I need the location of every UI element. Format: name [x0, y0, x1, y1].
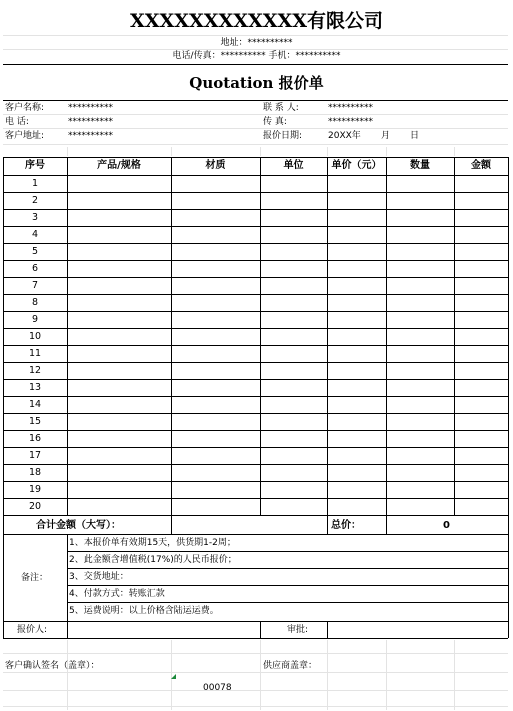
header-material: 材质	[205, 160, 226, 171]
row-number: 1	[31, 178, 39, 189]
table-row-border	[3, 362, 508, 363]
header-quantity: 数量	[410, 160, 430, 171]
total-price-label: 总价：	[331, 520, 361, 531]
table-row-border	[3, 328, 508, 329]
row-number: 10	[28, 331, 42, 342]
row-number: 9	[31, 314, 39, 325]
totals-border	[3, 534, 508, 535]
table-row-border	[3, 498, 508, 499]
remark-item: 4、付款方式：转账汇款	[69, 589, 165, 599]
remarks-row-border	[67, 602, 508, 603]
table-row-border	[3, 379, 508, 380]
quote-date-day: 日	[410, 131, 420, 141]
table-column-line	[327, 157, 328, 515]
row-number: 13	[28, 382, 42, 393]
table-column-line	[386, 515, 387, 534]
customer-address-value: **********	[68, 131, 113, 141]
header-unit-price: 单价（元）	[331, 160, 382, 171]
company-address: 地址：**********	[220, 38, 293, 48]
total-price-value: 0	[443, 520, 450, 531]
grid-line	[386, 640, 387, 710]
row-number: 17	[28, 450, 42, 461]
customer-name-value: **********	[68, 103, 113, 113]
table-left-border	[3, 515, 4, 638]
table-column-line	[67, 157, 68, 515]
customer-name-label: 客户名称:	[5, 103, 45, 113]
grid-line	[454, 147, 455, 156]
row-number: 6	[31, 263, 39, 274]
header-seq: 序号	[25, 160, 45, 171]
table-column-line	[260, 157, 261, 515]
remarks-divider	[67, 534, 68, 621]
table-row-border	[3, 260, 508, 261]
grid-line	[67, 640, 68, 710]
fax-value: **********	[328, 117, 373, 127]
company-contact: 电话/传真：********** 手机：**********	[172, 51, 341, 61]
fax-label: 传 真:	[263, 117, 287, 127]
table-row-border	[3, 294, 508, 295]
header-unit: 单位	[283, 160, 304, 171]
grid-line	[454, 640, 455, 710]
signoff-border	[3, 638, 508, 639]
table-row-border	[3, 515, 508, 516]
table-top-border	[3, 157, 508, 158]
row-number: 20	[28, 501, 42, 512]
quote-date-year: 20XX年	[328, 131, 361, 141]
row-number: 15	[28, 416, 42, 427]
table-row-border	[3, 209, 508, 210]
grid-line	[327, 640, 328, 710]
table-row-border	[3, 447, 508, 448]
remark-item: 3、交货地址：	[69, 572, 129, 582]
table-column-line	[386, 157, 387, 515]
customer-address-label: 客户地址:	[5, 131, 45, 141]
table-row-border	[3, 226, 508, 227]
header-product: 产品/规格	[97, 160, 141, 171]
table-column-line	[171, 157, 172, 515]
table-row-border	[3, 464, 508, 465]
table-row-border	[3, 430, 508, 431]
remarks-border	[3, 621, 508, 622]
remark-item: 2、此金额含增值税(17%)的人民币报价；	[69, 555, 237, 565]
remarks-label: 备注：	[21, 573, 49, 583]
grid-line	[3, 706, 508, 707]
row-number: 2	[31, 195, 39, 206]
row-number: 12	[28, 365, 42, 376]
remarks-row-border	[67, 585, 508, 586]
supplier-seal-label: 供应商盖章：	[263, 661, 318, 671]
row-number: 4	[31, 229, 39, 240]
customer-signature-label: 客户确认签名（盖章）：	[5, 661, 100, 671]
contact-person-label: 联 系 人:	[263, 103, 299, 113]
table-column-line	[454, 157, 455, 515]
grid-line	[3, 690, 508, 691]
table-row-border	[3, 277, 508, 278]
table-column-line	[508, 157, 509, 515]
document-code: 00078	[203, 683, 232, 693]
quote-date-month: 月	[381, 131, 391, 141]
table-header-border	[3, 175, 508, 176]
grid-line	[171, 147, 172, 156]
cell-comment-marker	[171, 674, 176, 679]
row-number: 7	[31, 280, 39, 291]
table-row-border	[3, 192, 508, 193]
signoff-divider	[67, 621, 68, 638]
remark-item: 1、本报价单有效期15天，供货期1-2周；	[69, 538, 236, 548]
grid-line	[386, 147, 387, 156]
row-number: 11	[28, 348, 42, 359]
remark-item: 5、运费说明：以上价格含陆运运费。	[69, 606, 219, 616]
table-row-border	[3, 345, 508, 346]
row-number: 5	[31, 246, 39, 257]
total-in-words-label: 合计金额（大写）：	[36, 520, 121, 531]
table-row-border	[3, 413, 508, 414]
header-amount: 金额	[471, 160, 491, 171]
row-number: 19	[28, 484, 42, 495]
table-column-line	[171, 515, 172, 534]
grid-line	[260, 147, 261, 156]
page-title: Quotation 报价单	[189, 74, 324, 92]
grid-line	[260, 640, 261, 710]
grid-line	[3, 672, 508, 673]
grid-line	[327, 147, 328, 156]
company-name: XXXXXXXXXXXX有限公司	[130, 10, 383, 32]
table-row-border	[3, 481, 508, 482]
table-row-border	[3, 311, 508, 312]
quote-date-label: 报价日期:	[263, 131, 303, 141]
signoff-divider	[327, 621, 328, 638]
contact-person-value: **********	[328, 103, 373, 113]
grid-line	[3, 653, 508, 654]
table-row-border	[3, 396, 508, 397]
row-number: 18	[28, 467, 42, 478]
row-number: 3	[31, 212, 39, 223]
approver-label: 审批:	[287, 625, 309, 635]
customer-phone-label: 电 话:	[5, 117, 29, 127]
row-number: 14	[28, 399, 42, 410]
quoter-label: 报价人:	[17, 625, 48, 635]
table-column-line	[327, 515, 328, 534]
remarks-row-border	[67, 551, 508, 552]
grid-line	[67, 147, 68, 156]
signoff-divider	[260, 621, 261, 638]
customer-phone-value: **********	[68, 117, 113, 127]
remarks-row-border	[67, 568, 508, 569]
row-number: 8	[31, 297, 39, 308]
table-row-border	[3, 243, 508, 244]
row-number: 16	[28, 433, 42, 444]
table-right-border	[508, 515, 509, 638]
